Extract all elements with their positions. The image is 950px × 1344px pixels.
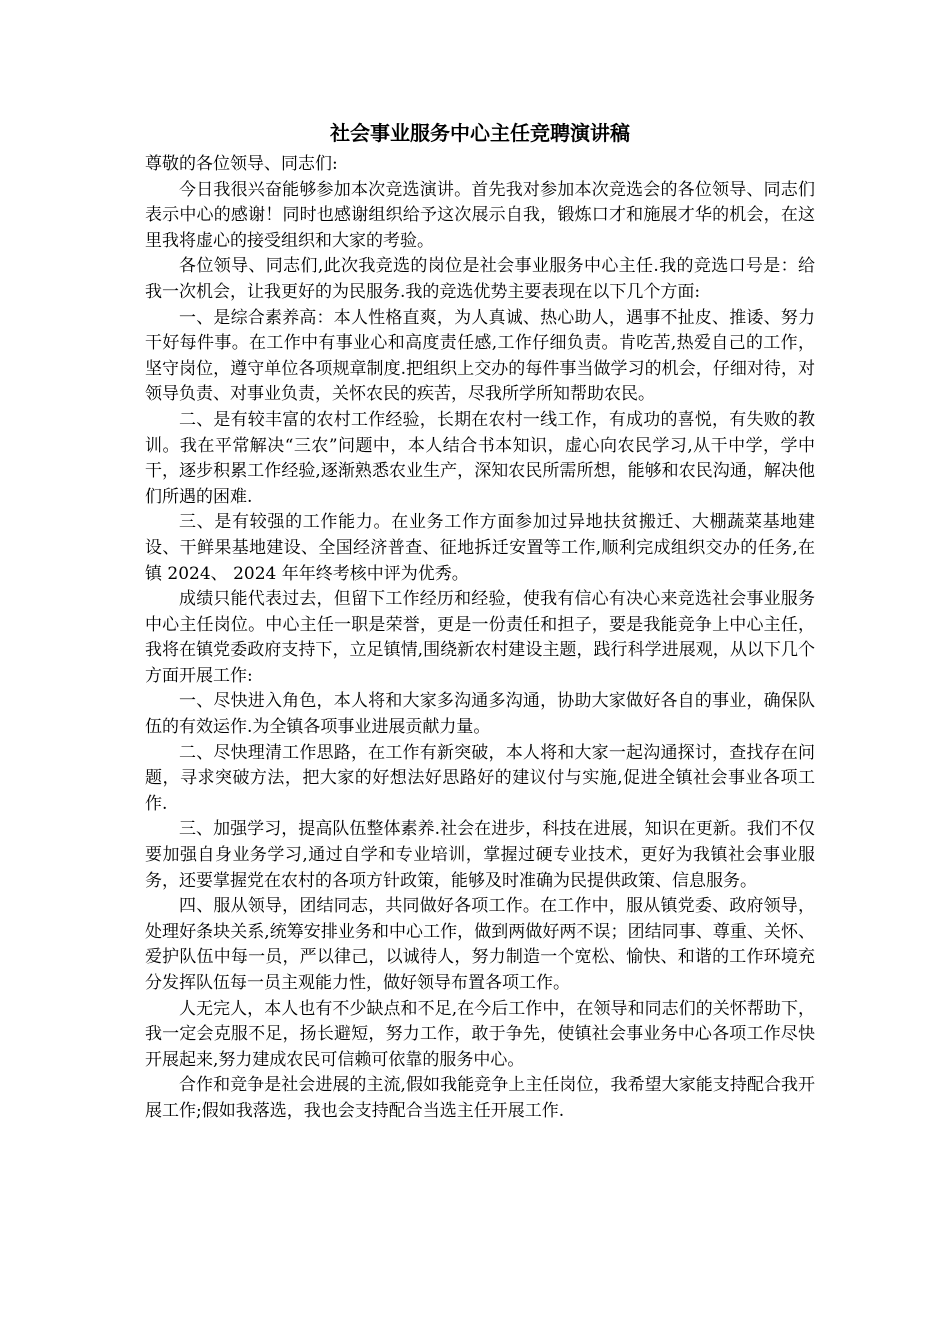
paragraph-intro: 今日我很兴奋能够参加本次竞选演讲。首先我对参加本次竞选会的各位领导、同志们表示中心的感谢！同时也感谢组织给予这次展示自我，锻炼口才和施展才华的机会，在这里我将虚心的接受组织和大家的考验。: [145, 179, 815, 251]
paragraph-advantage-3: 三、是有较强的工作能力。在业务工作方面参加过异地扶贫搬迁、大棚蔬菜基地建设、干鲜果基地建设、全国经济普查、征地拆迁安置等工作,顺利完成组织交办的任务,在镇 2024、 2024 年年终考核中评为优秀。: [145, 512, 815, 584]
paragraph-plan-1: 一、尽快进入角色，本人将和大家多沟通多沟通，协助大家做好各自的事业，确保队伍的有效运作.为全镇各项事业进展贡献力量。: [145, 691, 815, 738]
paragraph-advantage-1: 一、是综合素养高：本人性格直爽，为人真诚、热心助人，遇事不扯皮、推诿、努力干好每件事。在工作中有事业心和高度责任感,工作仔细负责。肯吃苦,热爱自己的工作，坚守岗位，遵守单位各项规章制度.把组织上交办的每件事当做学习的机会，仔细对待，对领导负责、对事业负责，关怀农民的疾苦，尽我所学所知帮助农民。: [145, 307, 815, 405]
paragraph-position: 各位领导、同志们,此次我竞选的岗位是社会事业服务中心主任.我的竞选口号是：给我一次机会，让我更好的为民服务.我的竞选优势主要表现在以下几个方面:: [145, 256, 815, 302]
paragraph-plan-4: 四、服从领导，团结同志，共同做好各项工作。在工作中，服从镇党委、政府领导，处理好条块关系,统筹安排业务和中心工作，做到两做好两不误；团结同事、尊重、关怀、爱护队伍中每一员，严以律己，以诚待人，努力制造一个宽松、愉快、和谐的工作环境充分发挥队伍每一员主观能力性，做好领导布置各项工作。: [145, 896, 815, 993]
paragraph-plan-3: 三、加强学习，提高队伍整体素养.社会在进步，科技在进展，知识在更新。我们不仅要加强自身业务学习,通过自学和专业培训，掌握过硬专业技术，更好为我镇社会事业服务，还要掌握党在农村的各项方针政策，能够及时准确为民提供政策、信息服务。: [145, 819, 815, 891]
salutation: 尊敬的各位领导、同志们:: [145, 154, 338, 174]
paragraph-plan-intro: 成绩只能代表过去，但留下工作经历和经验，使我有信心有决心来竞选社会事业服务中心主任岗位。中心主任一职是荣誉，更是一份责任和担子，要是我能竞争上中心主任，我将在镇党委政府支持下，立足镇情,围绕新农村建设主题，践行科学进展观，从以下几个方面开展工作:: [145, 589, 815, 686]
document-page: [145, 118, 815, 1125]
paragraph-plan-2: 二、尽快理清工作思路，在工作有新突破，本人将和大家一起沟通探讨，查找存在问题，寻求突破方法，把大家的好想法好思路好的建议付与实施,促进全镇社会事业各项工作.: [145, 742, 815, 814]
paragraph-closing: 合作和竞争是社会进展的主流,假如我能竞争上主任岗位，我希望大家能支持配合我开展工作;假如我落选，我也会支持配合当选主任开展工作.: [145, 1075, 815, 1121]
document-title: 社会事业服务中心主任竞聘演讲稿: [330, 121, 630, 145]
paragraph-advantage-2: 二、是有较丰富的农村工作经验，长期在农村一线工作，有成功的喜悦，有失败的教训。我在平常解决“三农”问题中，本人结合书本知识，虚心向农民学习,从干中学，学中干，逐步积累工作经验,逐渐熟悉农业生产，深知农民所需所想，能够和农民沟通，解决他们所遇的困难.: [145, 409, 815, 507]
paragraph-self-assessment: 人无完人，本人也有不少缺点和不足,在今后工作中，在领导和同志们的关怀帮助下，我一定会克服不足，扬长避短，努力工作，敢于争先，使镇社会事业务中心各项工作尽快开展起来,努力建成农民可信赖可依靠的服务中心。: [145, 998, 815, 1070]
